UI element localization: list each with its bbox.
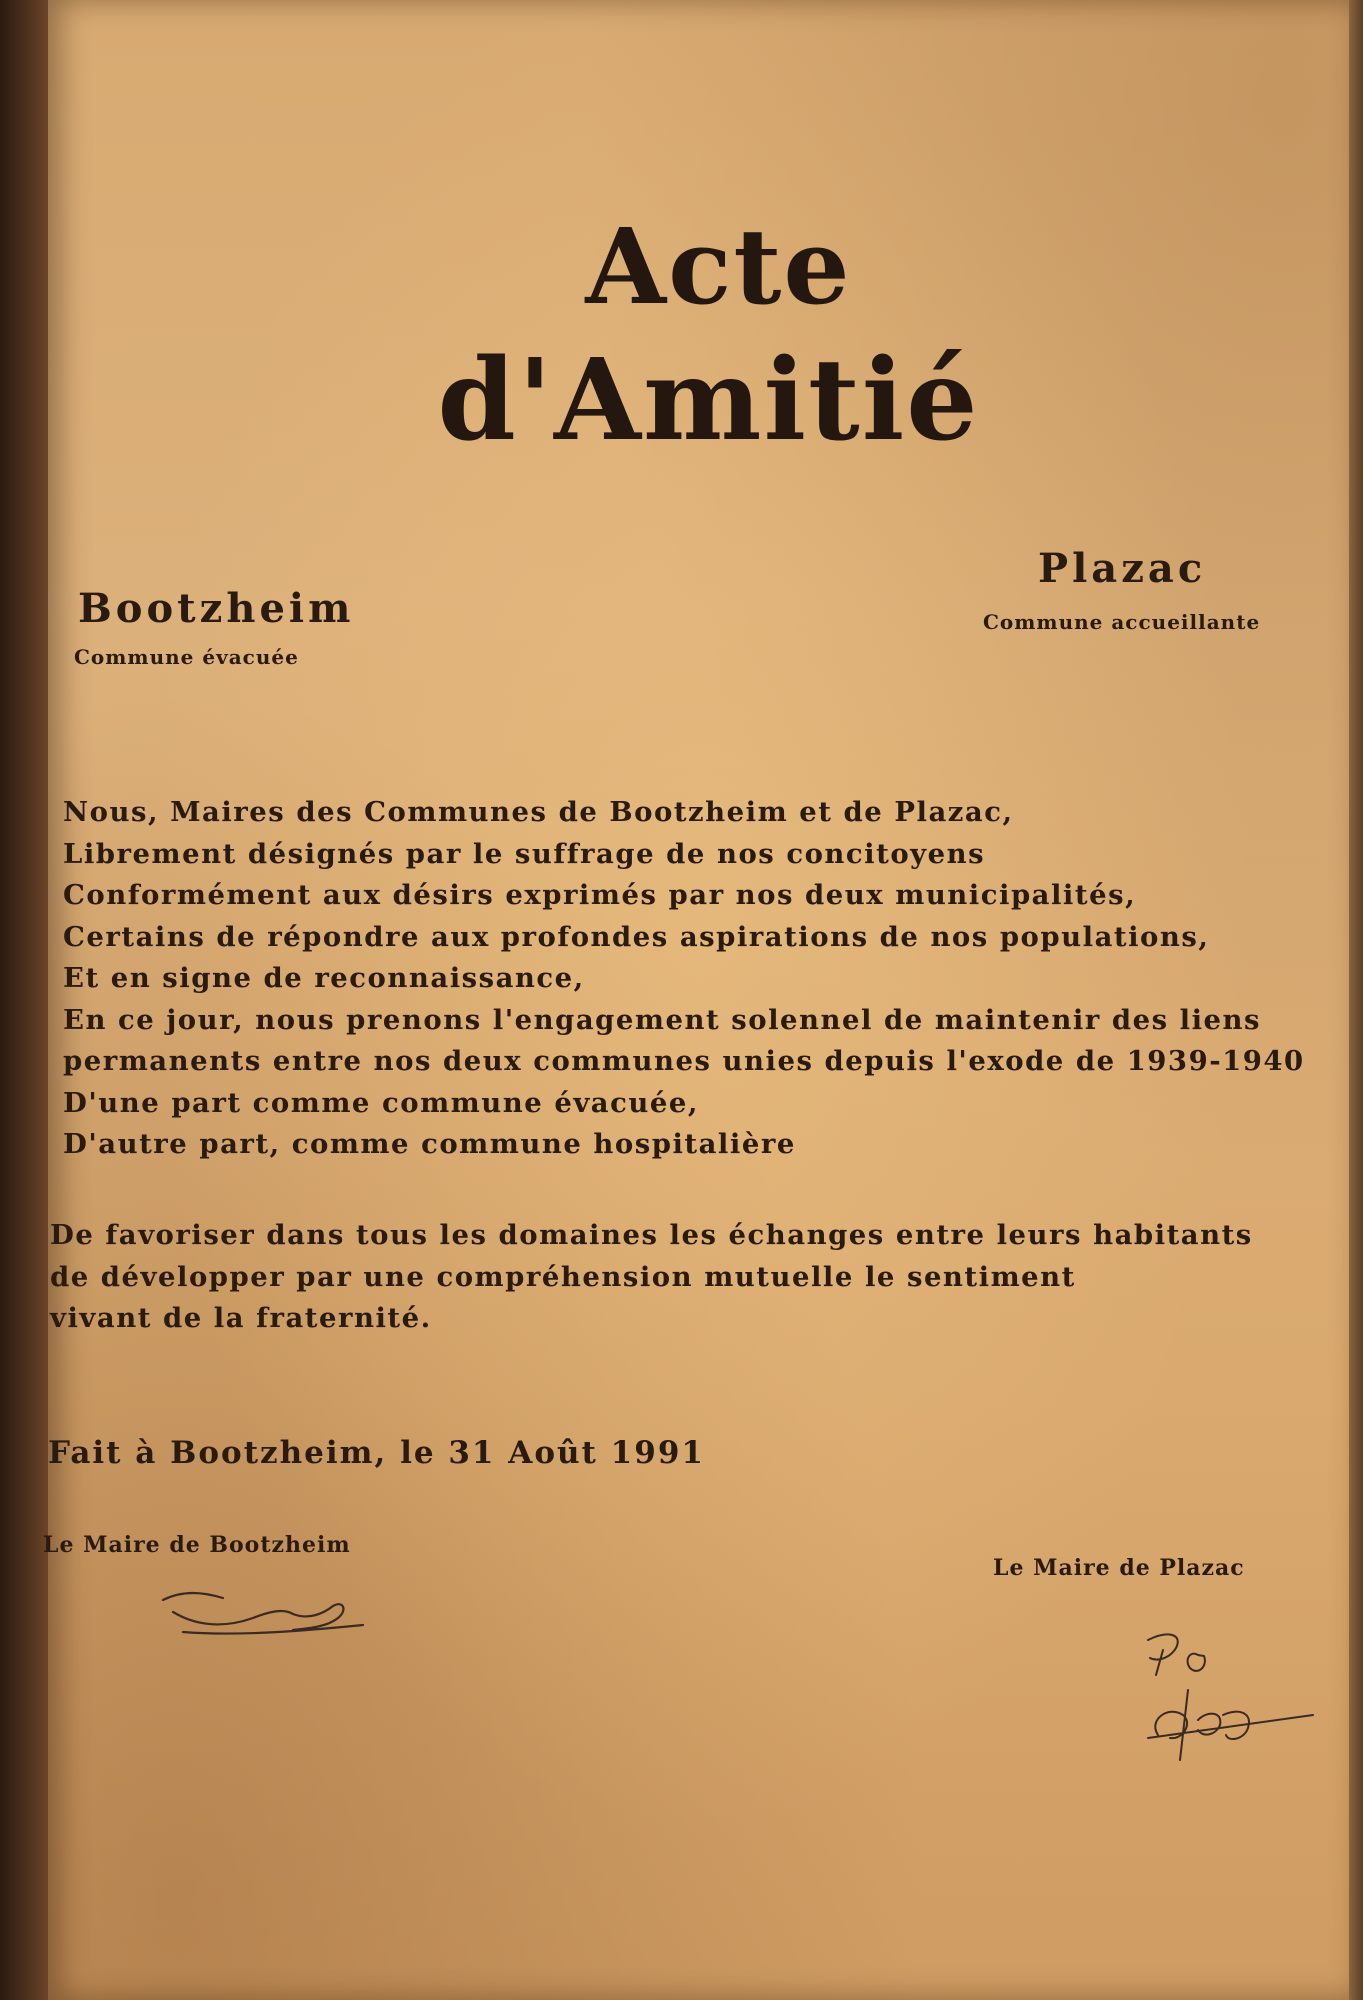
paragraph-line: Conformément aux désirs exprimés par nos deux municipalités, xyxy=(63,879,1137,911)
paragraph-line: Et en signe de reconnaissance, xyxy=(63,962,585,994)
paragraph-line: D'autre part, comme commune hospitalière xyxy=(63,1128,796,1160)
paragraph-line: Nous, Maires des Communes de Bootzheim et de Plazac, xyxy=(63,796,1014,828)
mayor-left-label: Le Maire de Bootzheim xyxy=(43,1532,351,1558)
paragraph-line: permanents entre nos deux communes unies depuis l'exode de 1939-1940 xyxy=(63,1045,1305,1077)
paragraph-line: En ce jour, nous prenons l'engagement solennel de maintenir des liens xyxy=(63,1003,1262,1036)
right-commune-role: Commune accueillante xyxy=(983,610,1261,634)
paragraph-line: vivant de la fraternité. xyxy=(50,1302,432,1334)
left-commune-name: Bootzheim xyxy=(78,585,355,632)
place-and-date: Fait à Bootzheim, le 31 Août 1991 xyxy=(48,1435,705,1471)
document-title-line1: Acte xyxy=(585,205,852,328)
paragraph-line: D'une part comme commune évacuée, xyxy=(63,1086,699,1119)
paragraph-line: Certains de répondre aux profondes aspirations de nos populations, xyxy=(63,920,1210,953)
left-commune-role: Commune évacuée xyxy=(74,645,299,669)
signature-right-icon xyxy=(1128,1620,1318,1780)
document-paper xyxy=(43,0,1349,2000)
paragraph-line: de développer par une compréhension mutuelle le sentiment xyxy=(50,1260,1076,1293)
mayor-right-label: Le Maire de Plazac xyxy=(993,1555,1245,1581)
paragraph-commitment xyxy=(50,1215,1300,1340)
paragraph-line: Librement désignés par le suffrage de nos concitoyens xyxy=(63,837,986,870)
paragraph-declaration xyxy=(63,792,1313,1166)
paragraph-line: De favoriser dans tous les domaines les échanges entre leurs habitants xyxy=(50,1219,1253,1251)
right-commune-name: Plazac xyxy=(1038,545,1207,592)
signature-left-icon xyxy=(143,1570,373,1650)
document-title-line2: d'Amitié xyxy=(437,335,980,466)
